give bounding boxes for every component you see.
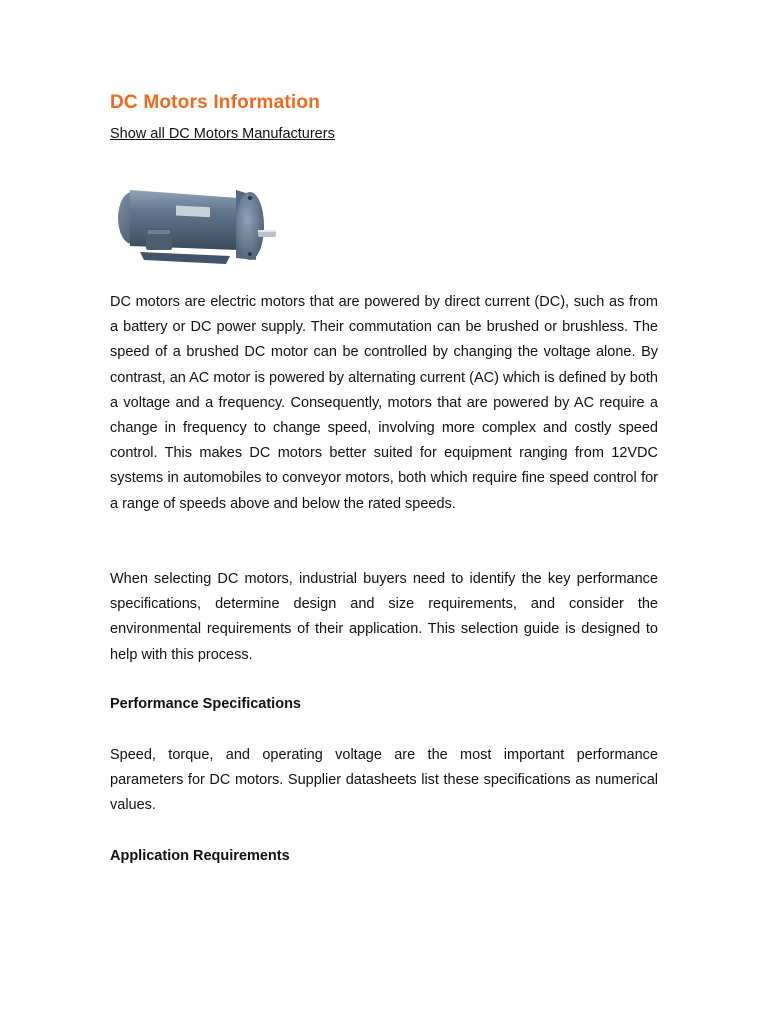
performance-paragraph: Speed, torque, and operating voltage are the most important performance parameters for DC motors. Supplier datasheets list these specifications as numerical values.	[110, 747, 658, 814]
selection-paragraph: When selecting DC motors, industrial buyers need to identify the key performance specifications, determine design and size requirements, and consider the environmental requirements of their application. This selection guide is designed to help with this process.	[110, 571, 658, 663]
heading-application-requirements: Application Requirements	[110, 848, 290, 864]
dc-motor-photo	[110, 176, 286, 286]
page-title: DC Motors Information	[110, 92, 321, 113]
manufacturers-link[interactable]: Show all DC Motors Manufacturers	[110, 126, 335, 142]
intro-paragraph: DC motors are electric motors that are powered by direct current (DC), such as from a battery or DC power supply. Their commutation can be brushed or brushless. The speed of a brushed DC motor can be controlled by changing the voltage alone. By contrast, an AC motor is powered by alternating current (AC) which is defined by both a voltage and a frequency. Consequently, motors that are powered by AC require a change in frequency to change speed, involving more complex and costly speed control. This makes DC motors better suited for equipment ranging from 12VDC systems in automobiles to conveyor motors, both which require fine speed control for a range of speeds above and below the rated speeds.	[110, 294, 658, 512]
heading-performance-specifications: Performance Specifications	[110, 696, 301, 712]
